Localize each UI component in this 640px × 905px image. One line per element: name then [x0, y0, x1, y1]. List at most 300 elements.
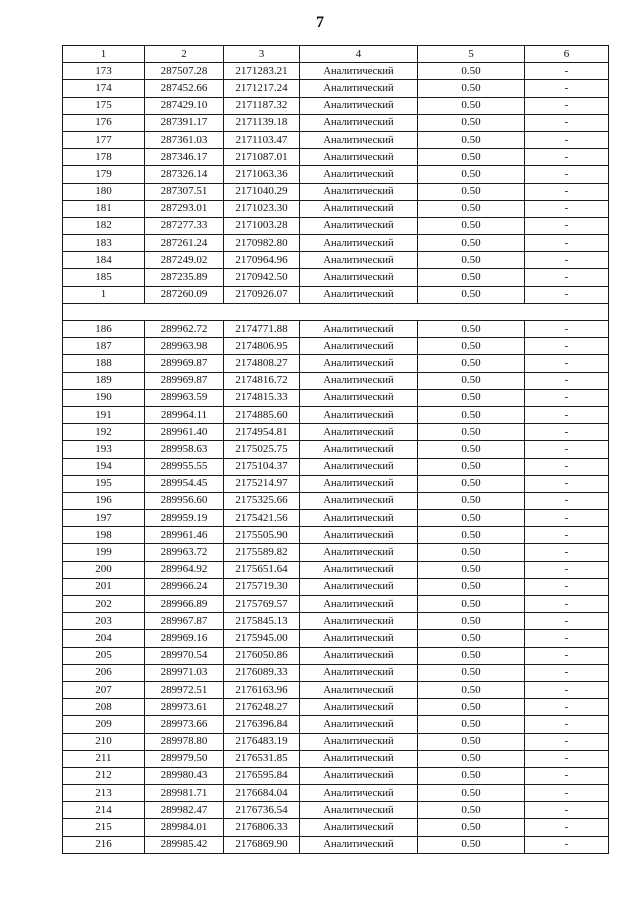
cell-y-coordinate: 2171063.36	[224, 166, 300, 183]
cell-point-number: 213	[63, 785, 145, 802]
cell-method: Аналитический	[300, 716, 418, 733]
cell-y-coordinate: 2175845.13	[224, 613, 300, 630]
cell-method: Аналитический	[300, 458, 418, 475]
cell-accuracy: 0.50	[418, 802, 525, 819]
cell-point-number: 197	[63, 510, 145, 527]
cell-method: Аналитический	[300, 406, 418, 423]
cell-accuracy: 0.50	[418, 750, 525, 767]
cell-point-number: 188	[63, 355, 145, 372]
cell-note: -	[525, 664, 609, 681]
cell-accuracy: 0.50	[418, 716, 525, 733]
cell-method: Аналитический	[300, 235, 418, 252]
cell-point-number: 196	[63, 492, 145, 509]
cell-point-number: 1	[63, 286, 145, 303]
cell-point-number: 210	[63, 733, 145, 750]
cell-x-coordinate: 287507.28	[145, 63, 224, 80]
cell-note: -	[525, 647, 609, 664]
cell-accuracy: 0.50	[418, 63, 525, 80]
cell-y-coordinate: 2170926.07	[224, 286, 300, 303]
cell-y-coordinate: 2175025.75	[224, 441, 300, 458]
cell-point-number: 198	[63, 527, 145, 544]
cell-method: Аналитический	[300, 699, 418, 716]
table-row	[63, 716, 609, 733]
cell-method: Аналитический	[300, 131, 418, 148]
cell-point-number: 177	[63, 131, 145, 148]
cell-note: -	[525, 269, 609, 286]
cell-method: Аналитический	[300, 80, 418, 97]
cell-note: -	[525, 510, 609, 527]
cell-note: -	[525, 80, 609, 97]
cell-point-number: 175	[63, 97, 145, 114]
cell-point-number: 182	[63, 217, 145, 234]
cell-note: -	[525, 613, 609, 630]
cell-y-coordinate: 2171003.28	[224, 217, 300, 234]
cell-note: -	[525, 458, 609, 475]
cell-y-coordinate: 2176736.54	[224, 802, 300, 819]
table-row	[63, 613, 609, 630]
cell-point-number: 181	[63, 200, 145, 217]
column-header-1: 1	[63, 46, 145, 63]
cell-x-coordinate: 289984.01	[145, 819, 224, 836]
table-row	[63, 355, 609, 372]
cell-accuracy: 0.50	[418, 338, 525, 355]
cell-point-number: 200	[63, 561, 145, 578]
cell-note: -	[525, 355, 609, 372]
cell-accuracy: 0.50	[418, 355, 525, 372]
table-row	[63, 510, 609, 527]
cell-accuracy: 0.50	[418, 321, 525, 338]
cell-accuracy: 0.50	[418, 767, 525, 784]
table-row	[63, 544, 609, 561]
spacer-cell	[63, 303, 609, 320]
cell-accuracy: 0.50	[418, 406, 525, 423]
cell-x-coordinate: 289978.80	[145, 733, 224, 750]
cell-y-coordinate: 2175214.97	[224, 475, 300, 492]
table-row	[63, 767, 609, 784]
cell-method: Аналитический	[300, 321, 418, 338]
cell-y-coordinate: 2176248.27	[224, 699, 300, 716]
cell-accuracy: 0.50	[418, 441, 525, 458]
table-row	[63, 321, 609, 338]
table-spacer-row	[63, 303, 609, 320]
cell-note: -	[525, 166, 609, 183]
cell-y-coordinate: 2175651.64	[224, 561, 300, 578]
cell-x-coordinate: 289956.60	[145, 492, 224, 509]
cell-y-coordinate: 2171187.32	[224, 97, 300, 114]
cell-method: Аналитический	[300, 252, 418, 269]
table-row	[63, 424, 609, 441]
cell-accuracy: 0.50	[418, 527, 525, 544]
cell-point-number: 205	[63, 647, 145, 664]
table-row	[63, 836, 609, 853]
cell-x-coordinate: 289982.47	[145, 802, 224, 819]
cell-method: Аналитический	[300, 510, 418, 527]
cell-accuracy: 0.50	[418, 596, 525, 613]
cell-point-number: 208	[63, 699, 145, 716]
cell-note: -	[525, 372, 609, 389]
cell-method: Аналитический	[300, 441, 418, 458]
cell-accuracy: 0.50	[418, 492, 525, 509]
column-header-4: 4	[300, 46, 418, 63]
cell-y-coordinate: 2174816.72	[224, 372, 300, 389]
table-row	[63, 664, 609, 681]
table-row	[63, 681, 609, 698]
cell-y-coordinate: 2171139.18	[224, 114, 300, 131]
cell-point-number: 215	[63, 819, 145, 836]
cell-x-coordinate: 289973.66	[145, 716, 224, 733]
cell-method: Аналитический	[300, 819, 418, 836]
cell-x-coordinate: 287452.66	[145, 80, 224, 97]
cell-y-coordinate: 2175769.57	[224, 596, 300, 613]
cell-x-coordinate: 289981.71	[145, 785, 224, 802]
cell-note: -	[525, 114, 609, 131]
cell-x-coordinate: 289972.51	[145, 681, 224, 698]
cell-x-coordinate: 289954.45	[145, 475, 224, 492]
cell-x-coordinate: 289963.98	[145, 338, 224, 355]
cell-accuracy: 0.50	[418, 681, 525, 698]
table-row	[63, 114, 609, 131]
cell-method: Аналитический	[300, 200, 418, 217]
table-body	[63, 63, 609, 854]
cell-y-coordinate: 2175589.82	[224, 544, 300, 561]
table-row	[63, 97, 609, 114]
cell-method: Аналитический	[300, 681, 418, 698]
cell-note: -	[525, 217, 609, 234]
cell-accuracy: 0.50	[418, 785, 525, 802]
cell-accuracy: 0.50	[418, 475, 525, 492]
cell-note: -	[525, 235, 609, 252]
table-row	[63, 131, 609, 148]
cell-point-number: 176	[63, 114, 145, 131]
cell-point-number: 204	[63, 630, 145, 647]
cell-x-coordinate: 289971.03	[145, 664, 224, 681]
cell-accuracy: 0.50	[418, 647, 525, 664]
cell-y-coordinate: 2176163.96	[224, 681, 300, 698]
cell-note: -	[525, 699, 609, 716]
cell-y-coordinate: 2170942.50	[224, 269, 300, 286]
cell-method: Аналитический	[300, 767, 418, 784]
cell-accuracy: 0.50	[418, 836, 525, 853]
cell-accuracy: 0.50	[418, 166, 525, 183]
cell-method: Аналитический	[300, 63, 418, 80]
column-header-6: 6	[525, 46, 609, 63]
cell-point-number: 184	[63, 252, 145, 269]
cell-y-coordinate: 2171103.47	[224, 131, 300, 148]
cell-note: -	[525, 131, 609, 148]
cell-x-coordinate: 287391.17	[145, 114, 224, 131]
table-row	[63, 527, 609, 544]
cell-x-coordinate: 289964.92	[145, 561, 224, 578]
cell-note: -	[525, 406, 609, 423]
cell-note: -	[525, 578, 609, 595]
cell-y-coordinate: 2175104.37	[224, 458, 300, 475]
cell-method: Аналитический	[300, 372, 418, 389]
cell-x-coordinate: 289961.46	[145, 527, 224, 544]
cell-note: -	[525, 681, 609, 698]
table-row	[63, 802, 609, 819]
cell-y-coordinate: 2174771.88	[224, 321, 300, 338]
cell-method: Аналитический	[300, 785, 418, 802]
cell-accuracy: 0.50	[418, 114, 525, 131]
cell-method: Аналитический	[300, 424, 418, 441]
cell-point-number: 209	[63, 716, 145, 733]
cell-note: -	[525, 321, 609, 338]
cell-accuracy: 0.50	[418, 544, 525, 561]
cell-point-number: 201	[63, 578, 145, 595]
cell-method: Аналитический	[300, 149, 418, 166]
cell-y-coordinate: 2176595.84	[224, 767, 300, 784]
cell-note: -	[525, 785, 609, 802]
cell-x-coordinate: 289964.11	[145, 406, 224, 423]
cell-method: Аналитический	[300, 733, 418, 750]
cell-method: Аналитический	[300, 544, 418, 561]
cell-x-coordinate: 287293.01	[145, 200, 224, 217]
cell-point-number: 183	[63, 235, 145, 252]
cell-accuracy: 0.50	[418, 252, 525, 269]
cell-x-coordinate: 289959.19	[145, 510, 224, 527]
cell-x-coordinate: 287429.10	[145, 97, 224, 114]
cell-note: -	[525, 475, 609, 492]
cell-method: Аналитический	[300, 183, 418, 200]
table-row	[63, 630, 609, 647]
table-row	[63, 578, 609, 595]
cell-x-coordinate: 289958.63	[145, 441, 224, 458]
cell-point-number: 191	[63, 406, 145, 423]
table-row	[63, 785, 609, 802]
cell-y-coordinate: 2174885.60	[224, 406, 300, 423]
cell-method: Аналитический	[300, 114, 418, 131]
cell-note: -	[525, 733, 609, 750]
cell-point-number: 187	[63, 338, 145, 355]
cell-accuracy: 0.50	[418, 699, 525, 716]
cell-point-number: 174	[63, 80, 145, 97]
page-number: 7	[316, 14, 324, 31]
table-row	[63, 475, 609, 492]
cell-method: Аналитический	[300, 355, 418, 372]
cell-accuracy: 0.50	[418, 131, 525, 148]
cell-method: Аналитический	[300, 750, 418, 767]
cell-point-number: 193	[63, 441, 145, 458]
cell-point-number: 173	[63, 63, 145, 80]
cell-x-coordinate: 289969.16	[145, 630, 224, 647]
cell-note: -	[525, 767, 609, 784]
cell-y-coordinate: 2176531.85	[224, 750, 300, 767]
table-row	[63, 149, 609, 166]
cell-point-number: 211	[63, 750, 145, 767]
cell-x-coordinate: 287326.14	[145, 166, 224, 183]
cell-x-coordinate: 287277.33	[145, 217, 224, 234]
cell-method: Аналитический	[300, 217, 418, 234]
cell-point-number: 195	[63, 475, 145, 492]
cell-y-coordinate: 2171040.29	[224, 183, 300, 200]
cell-note: -	[525, 750, 609, 767]
cell-y-coordinate: 2176089.33	[224, 664, 300, 681]
cell-accuracy: 0.50	[418, 613, 525, 630]
cell-point-number: 206	[63, 664, 145, 681]
cell-y-coordinate: 2176869.90	[224, 836, 300, 853]
cell-y-coordinate: 2176684.04	[224, 785, 300, 802]
cell-accuracy: 0.50	[418, 389, 525, 406]
cell-note: -	[525, 441, 609, 458]
cell-x-coordinate: 289973.61	[145, 699, 224, 716]
table-row	[63, 217, 609, 234]
cell-x-coordinate: 287307.51	[145, 183, 224, 200]
cell-x-coordinate: 287361.03	[145, 131, 224, 148]
cell-x-coordinate: 287261.24	[145, 235, 224, 252]
cell-note: -	[525, 149, 609, 166]
cell-x-coordinate: 289966.24	[145, 578, 224, 595]
cell-point-number: 214	[63, 802, 145, 819]
cell-note: -	[525, 389, 609, 406]
cell-y-coordinate: 2171283.21	[224, 63, 300, 80]
cell-method: Аналитический	[300, 492, 418, 509]
cell-point-number: 199	[63, 544, 145, 561]
cell-y-coordinate: 2174815.33	[224, 389, 300, 406]
cell-point-number: 189	[63, 372, 145, 389]
cell-accuracy: 0.50	[418, 269, 525, 286]
cell-y-coordinate: 2175325.66	[224, 492, 300, 509]
table-row	[63, 458, 609, 475]
table-header-row	[63, 46, 609, 63]
cell-x-coordinate: 289980.43	[145, 767, 224, 784]
cell-y-coordinate: 2175945.00	[224, 630, 300, 647]
table-row	[63, 63, 609, 80]
cell-note: -	[525, 200, 609, 217]
cell-method: Аналитический	[300, 97, 418, 114]
cell-method: Аналитический	[300, 596, 418, 613]
table-row	[63, 733, 609, 750]
table-row	[63, 647, 609, 664]
table-row	[63, 338, 609, 355]
table-row	[63, 252, 609, 269]
cell-y-coordinate: 2171087.01	[224, 149, 300, 166]
cell-y-coordinate: 2176396.84	[224, 716, 300, 733]
cell-method: Аналитический	[300, 802, 418, 819]
cell-x-coordinate: 287235.89	[145, 269, 224, 286]
cell-y-coordinate: 2176050.86	[224, 647, 300, 664]
table-row	[63, 286, 609, 303]
cell-note: -	[525, 97, 609, 114]
cell-method: Аналитический	[300, 630, 418, 647]
cell-x-coordinate: 289969.87	[145, 355, 224, 372]
cell-method: Аналитический	[300, 578, 418, 595]
cell-x-coordinate: 289963.72	[145, 544, 224, 561]
cell-note: -	[525, 716, 609, 733]
cell-point-number: 190	[63, 389, 145, 406]
cell-method: Аналитический	[300, 561, 418, 578]
cell-accuracy: 0.50	[418, 80, 525, 97]
cell-note: -	[525, 183, 609, 200]
table-row	[63, 596, 609, 613]
cell-note: -	[525, 561, 609, 578]
cell-note: -	[525, 819, 609, 836]
cell-point-number: 202	[63, 596, 145, 613]
table-row	[63, 561, 609, 578]
cell-accuracy: 0.50	[418, 578, 525, 595]
cell-point-number: 180	[63, 183, 145, 200]
cell-note: -	[525, 630, 609, 647]
table-row	[63, 372, 609, 389]
cell-note: -	[525, 63, 609, 80]
cell-point-number: 185	[63, 269, 145, 286]
cell-y-coordinate: 2175719.30	[224, 578, 300, 595]
cell-accuracy: 0.50	[418, 97, 525, 114]
cell-y-coordinate: 2176483.19	[224, 733, 300, 750]
cell-x-coordinate: 289979.50	[145, 750, 224, 767]
cell-y-coordinate: 2170982.80	[224, 235, 300, 252]
cell-x-coordinate: 289963.59	[145, 389, 224, 406]
cell-method: Аналитический	[300, 664, 418, 681]
table-row	[63, 269, 609, 286]
cell-point-number: 203	[63, 613, 145, 630]
cell-x-coordinate: 289961.40	[145, 424, 224, 441]
cell-y-coordinate: 2171023.30	[224, 200, 300, 217]
table-row	[63, 183, 609, 200]
cell-accuracy: 0.50	[418, 424, 525, 441]
cell-note: -	[525, 544, 609, 561]
cell-method: Аналитический	[300, 389, 418, 406]
cell-accuracy: 0.50	[418, 235, 525, 252]
table-row	[63, 200, 609, 217]
table-row	[63, 819, 609, 836]
cell-method: Аналитический	[300, 647, 418, 664]
cell-note: -	[525, 802, 609, 819]
cell-y-coordinate: 2171217.24	[224, 80, 300, 97]
cell-accuracy: 0.50	[418, 733, 525, 750]
cell-x-coordinate: 289967.87	[145, 613, 224, 630]
cell-point-number: 207	[63, 681, 145, 698]
cell-point-number: 179	[63, 166, 145, 183]
column-header-5: 5	[418, 46, 525, 63]
cell-point-number: 186	[63, 321, 145, 338]
table-row	[63, 441, 609, 458]
cell-accuracy: 0.50	[418, 630, 525, 647]
cell-point-number: 192	[63, 424, 145, 441]
cell-method: Аналитический	[300, 338, 418, 355]
cell-y-coordinate: 2174806.95	[224, 338, 300, 355]
cell-x-coordinate: 289985.42	[145, 836, 224, 853]
table-row	[63, 699, 609, 716]
cell-accuracy: 0.50	[418, 200, 525, 217]
table-row	[63, 80, 609, 97]
cell-note: -	[525, 424, 609, 441]
cell-note: -	[525, 527, 609, 544]
cell-method: Аналитический	[300, 836, 418, 853]
cell-accuracy: 0.50	[418, 149, 525, 166]
cell-accuracy: 0.50	[418, 217, 525, 234]
cell-x-coordinate: 287346.17	[145, 149, 224, 166]
cell-method: Аналитический	[300, 269, 418, 286]
cell-accuracy: 0.50	[418, 183, 525, 200]
cell-note: -	[525, 252, 609, 269]
table-row	[63, 389, 609, 406]
cell-method: Аналитический	[300, 475, 418, 492]
cell-note: -	[525, 286, 609, 303]
table-row	[63, 406, 609, 423]
cell-x-coordinate: 289970.54	[145, 647, 224, 664]
cell-y-coordinate: 2174808.27	[224, 355, 300, 372]
cell-y-coordinate: 2170964.96	[224, 252, 300, 269]
column-header-2: 2	[145, 46, 224, 63]
cell-point-number: 212	[63, 767, 145, 784]
cell-note: -	[525, 492, 609, 509]
cell-note: -	[525, 836, 609, 853]
cell-method: Аналитический	[300, 286, 418, 303]
cell-point-number: 178	[63, 149, 145, 166]
column-header-3: 3	[224, 46, 300, 63]
table-row	[63, 492, 609, 509]
cell-y-coordinate: 2175505.90	[224, 527, 300, 544]
